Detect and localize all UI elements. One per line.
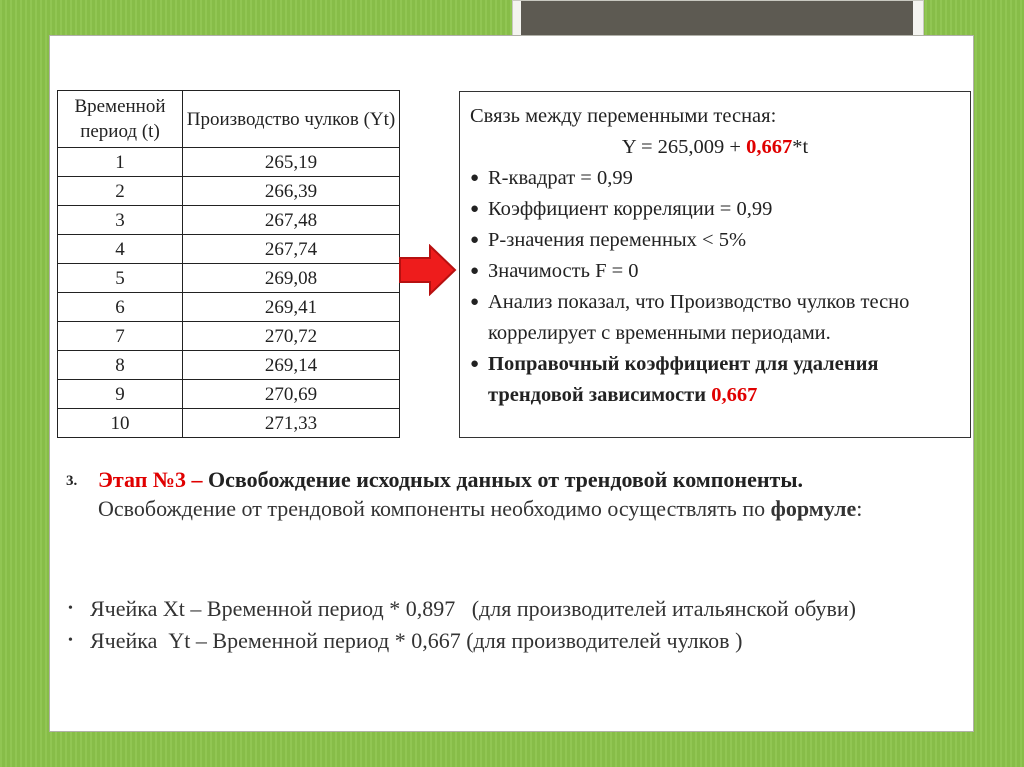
bullet-icon: ● <box>470 263 480 279</box>
final-bullet-label: Поправочный коэффициент для удаления трендовой зависимости <box>488 353 879 406</box>
cell-production: 271,33 <box>183 409 400 438</box>
summary-intro: Связь между переменными тесная: <box>470 105 777 127</box>
step-description-end: : <box>856 496 863 521</box>
bullet-text <box>488 349 960 411</box>
cell-period: 1 <box>58 148 183 177</box>
formula-text: Ячейка Yt – Временной период * 0,667 (для производителей чулков ) <box>90 628 743 653</box>
column-header-production: Производство чулков (Yt) <box>183 91 400 148</box>
cell-period: 3 <box>58 206 183 235</box>
regression-equation <box>470 132 960 163</box>
bullet-icon: ● <box>470 170 480 186</box>
step-title <box>98 467 803 492</box>
table-row <box>58 177 400 206</box>
table-row <box>58 293 400 322</box>
cell-production: 269,08 <box>183 264 400 293</box>
cell-production: 267,74 <box>183 235 400 264</box>
list-item <box>66 627 962 654</box>
bullet-text: Коэффициент корреляции = 0,99 <box>488 198 773 220</box>
cell-production: 270,69 <box>183 380 400 409</box>
final-bullet-value: 0,667 <box>711 384 758 406</box>
data-table <box>57 90 400 438</box>
bullet-icon: ● <box>470 294 480 310</box>
column-header-period: Временной период (t) <box>58 91 183 148</box>
summary-box <box>459 91 971 438</box>
formula-list <box>66 595 962 659</box>
table-row <box>58 235 400 264</box>
cell-period: 10 <box>58 409 183 438</box>
cell-period: 8 <box>58 351 183 380</box>
step-body <box>98 465 962 523</box>
table-row <box>58 322 400 351</box>
bullet-icon: • <box>68 633 73 648</box>
summary-bullet <box>470 256 960 287</box>
table-row <box>58 409 400 438</box>
equation-coefficient: 0,667 <box>746 136 793 158</box>
summary-bullet-final <box>470 349 960 411</box>
table-row <box>58 206 400 235</box>
step-section <box>66 465 962 523</box>
cell-period: 6 <box>58 293 183 322</box>
summary-bullet <box>470 163 960 194</box>
summary-bullet <box>470 225 960 256</box>
cell-period: 2 <box>58 177 183 206</box>
cell-production: 265,19 <box>183 148 400 177</box>
cell-production: 269,14 <box>183 351 400 380</box>
right-arrow-icon <box>398 244 458 296</box>
step-description-bold: формуле <box>770 496 857 521</box>
step-title-rest: Освобождение исходных данных от трендовой компоненты. <box>202 467 804 492</box>
step-description-text: Освобождение от трендовой компоненты необходимо осуществлять по <box>98 496 771 521</box>
cell-period: 7 <box>58 322 183 351</box>
table-header-row <box>58 91 400 148</box>
formula-text: Ячейка Xt – Временной период * 0,897 (для производителей итальянской обуви) <box>90 596 857 621</box>
cell-period: 4 <box>58 235 183 264</box>
summary-bullet <box>470 287 960 349</box>
table-row <box>58 380 400 409</box>
bullet-icon: • <box>68 601 73 616</box>
step-title-label: Этап №3 – <box>98 467 203 492</box>
bullet-icon: ● <box>470 201 480 217</box>
equation-suffix: *t <box>792 136 809 158</box>
bullet-text: R-квадрат = 0,99 <box>488 167 633 189</box>
table-row <box>58 148 400 177</box>
cell-production: 267,48 <box>183 206 400 235</box>
cell-production: 269,41 <box>183 293 400 322</box>
table-row <box>58 351 400 380</box>
bullet-text: Анализ показал, что Производство чулков тесно коррелирует с временными периодами. <box>488 291 910 344</box>
step-description <box>98 494 962 523</box>
step-number: 3. <box>66 473 78 489</box>
bullet-text: Значимость F = 0 <box>488 260 639 282</box>
bullet-icon: ● <box>470 356 480 372</box>
bullet-text: P-значения переменных < 5% <box>488 229 747 251</box>
cell-production: 270,72 <box>183 322 400 351</box>
cell-production: 266,39 <box>183 177 400 206</box>
cell-period: 9 <box>58 380 183 409</box>
bullet-icon: ● <box>470 232 480 248</box>
summary-bullet <box>470 194 960 225</box>
equation-prefix: Y = 265,009 + <box>621 136 747 158</box>
list-item <box>66 595 962 622</box>
cell-period: 5 <box>58 264 183 293</box>
table-row <box>58 264 400 293</box>
